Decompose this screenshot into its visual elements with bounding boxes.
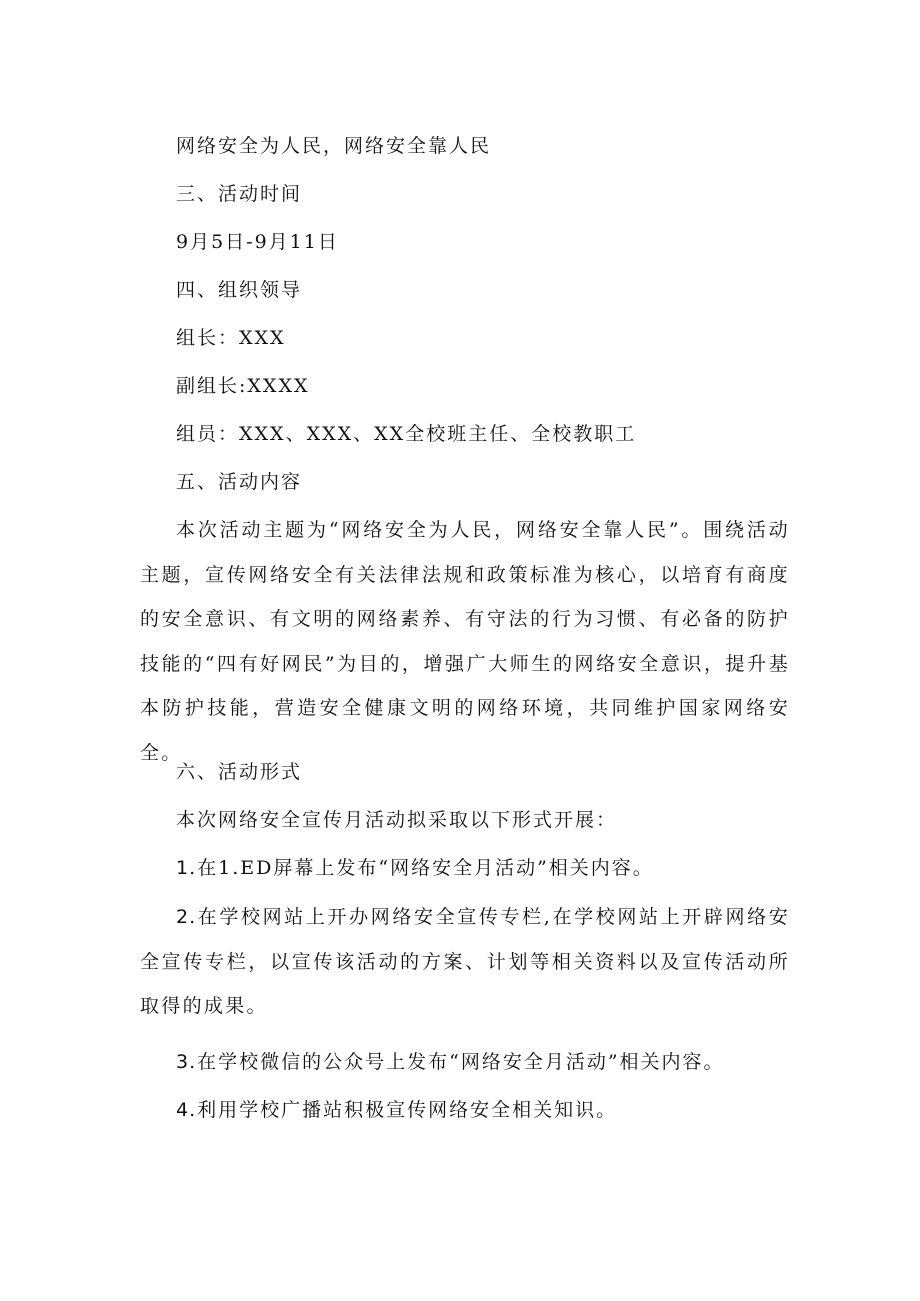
deputy-leader-line: 副组长:XXXX [176,375,310,397]
list-item [176,859,654,878]
list-item [176,1101,617,1120]
activity-time: 9月5日-9月11日 [176,231,339,253]
list-item-number: 3 [176,1051,190,1073]
content-paragraph: 本次活动主题为“网络安全为人民，网络安全靠人民”。围绕活动主题，宣传网络安全有关法律法规和政策标准为核心，以培育有商度的安全意识、有文明的网络素养、有守法的行为习惯、有必备的防护技能的“四有好网民”为目的，增强广大师生的网络安全意识，提升基本防护技能，营造安全健康文明的网络环境，共同维护国家网络安全。 [140,519,790,764]
list-item-text: .在学校微信的公众号上发布“网络安全月活动”相关内容。 [189,1051,725,1073]
members-line: 组员：XXX、XXX、XX全校班主任、全校教职工 [176,423,637,445]
theme-line: 网络安全为人民，网络安全靠人民 [176,135,492,157]
section-heading-activity-content: 五、活动内容 [176,471,303,493]
list-item [176,1053,725,1072]
list-item [140,895,790,1029]
forms-intro: 本次网络安全宣传月活动拟采取以下形式开展： [176,809,618,831]
section-heading-activity-form: 六、活动形式 [176,761,303,783]
list-item-number: 2 [176,906,190,928]
list-item-text: .利用学校广播站积极宣传网络安全相关知识。 [189,1099,618,1121]
section-heading-organization: 四、组织领导 [176,279,303,301]
list-item-text: .在1.ED屏幕上发布“网络安全月活动”相关内容。 [189,857,654,879]
list-item-number: 1 [176,857,190,879]
section-heading-activity-time: 三、活动时间 [176,183,303,205]
leader-line: 组长：XXX [176,327,286,349]
list-item-text: .在学校网站上开办网络安全宣传专栏,在学校网站上开辟网络安全宣传专栏，以宣传该活动的方案、计划等相关资料以及宣传活动所取得的成果。 [140,906,790,1017]
list-item-number: 4 [176,1099,190,1121]
